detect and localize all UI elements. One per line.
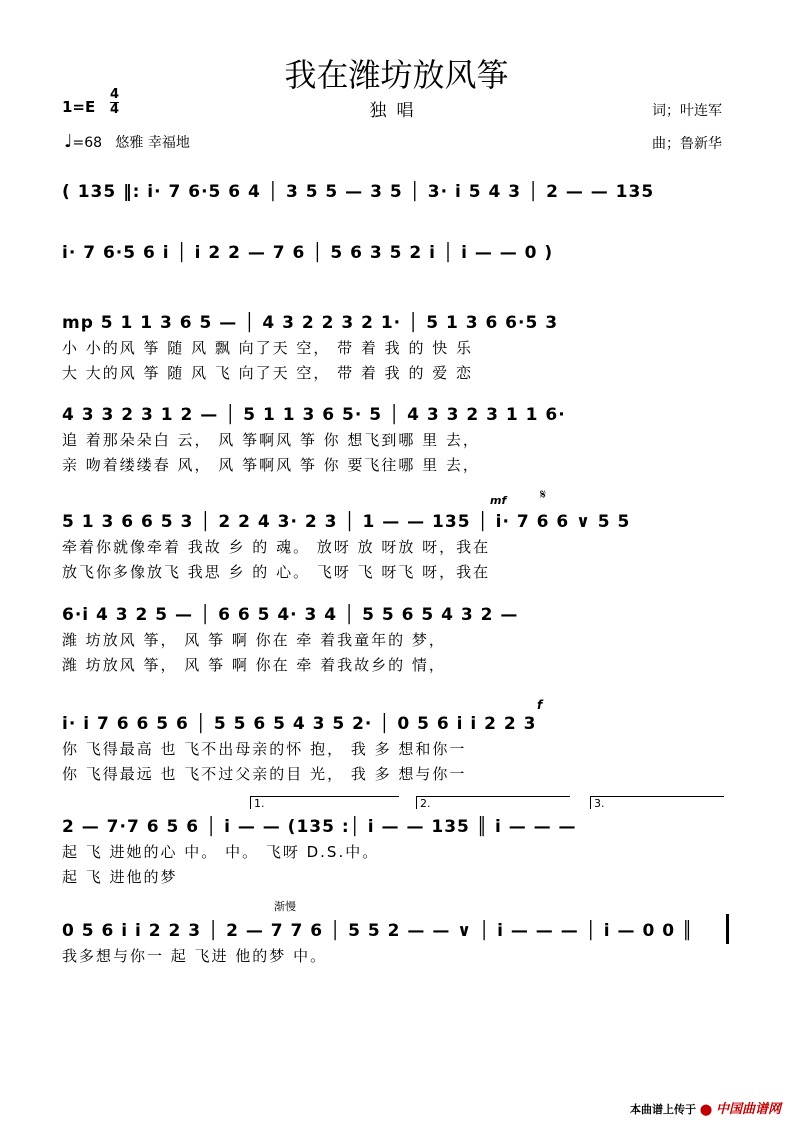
lyrics-verse-2: 起 飞 进他的梦 — [62, 868, 178, 886]
notes-line: mp 5 1 1 3 6 5 — │ 4 3 2 2 3 2 1· │ 5 1 3 6 6·5 3 — [62, 313, 559, 333]
lyrics-verse-2: 放飞你多像放飞 我思 乡 的 心。 飞呀 飞 呀飞 呀，我在 — [62, 563, 491, 581]
volta-3: 3. — [590, 796, 724, 809]
expression-text: 悠雅 幸福地 — [115, 135, 190, 151]
final-barline — [726, 914, 729, 944]
lyrics-verse-2: 潍 坊放风 筝， 风 筝 啊 你在 牵 着我故乡的 情， — [62, 656, 446, 674]
lyrics-verse-1: 我多想与你一 起 飞进 他的梦 中。 — [62, 947, 328, 965]
notes-line: i· 7 6·5 6 i │ i 2 2 — 7 6 │ 5 6 3 5 2 i │ i — — 0 ) — [62, 243, 554, 263]
lyrics-verse-1: 潍 坊放风 筝， 风 筝 啊 你在 牵 着我童年的 梦， — [62, 631, 446, 649]
volta-2: 2. — [416, 796, 570, 809]
notes-line: 4 3 3 2 3 1 2 — │ 5 1 1 3 6 5· 5 │ 4 3 3 2 3 1 1 6· — [62, 405, 566, 425]
score-line-9 — [62, 921, 728, 966]
footer-credit — [630, 1098, 781, 1117]
site-logo-icon: ⬤ — [699, 1103, 713, 1116]
lyrics-verse-2: 亲 吻着缕缕春 风， 风 筝啊风 筝 你 要飞往哪 里 去， — [62, 456, 480, 474]
quarter-note-icon: ♩ — [64, 131, 73, 152]
meter-bottom: 4 — [110, 102, 120, 117]
lyrics-verse-1: 你 飞得最高 也 飞不出母亲的怀 抱， 我 多 想和你一 — [62, 740, 467, 758]
notes-line: i· i 7 6 6 5 6 │ 5 5 6 5 4 3 5 2· │ 0 5 6 i i 2 2 3 — [62, 714, 537, 734]
ritardando-mark: 渐慢 — [274, 900, 296, 913]
dynamic-mezzo-forte: mf — [490, 494, 507, 507]
lyrics-verse-1: 起 飞 进她的心 中。 中。 飞呀 D.S.中。 — [62, 843, 380, 861]
score-line-8 — [62, 817, 728, 887]
score-line-2 — [62, 243, 728, 263]
footer-prefix: 本曲谱上传于 — [629, 1103, 696, 1116]
subtitle: 独唱 — [369, 101, 424, 121]
volta-1: 1. — [250, 796, 399, 809]
score-line-6 — [62, 605, 728, 675]
composer: 曲；鲁新华 — [652, 136, 722, 152]
notes-line: 0 5 6 i i 2 2 3 │ 2 — 7 7 6 │ 5 5 2 — — ∨ │ i — — — │ i — 0 0 ║ — [62, 921, 694, 941]
score-line-3 — [62, 313, 728, 383]
notes-line: 5 1 3 6 6 5 3 │ 2 2 4 3· 2 3 │ 1 — — 135 │ i· 7 6 6 ∨ 5 5 — [62, 512, 631, 532]
score-line-5 — [62, 512, 728, 582]
meter-top: 4 — [110, 87, 120, 102]
tempo-value: =68 — [72, 135, 103, 151]
score-line-4 — [62, 405, 728, 475]
tempo-marking — [64, 131, 190, 152]
notes-line: 2 — 7·7 6 5 6 │ i — — (135 :│ i — — 135 ║ i — — — — [62, 817, 577, 837]
notes-line: 6·i 4 3 2 5 — │ 6 6 5 4· 3 4 │ 5 5 6 5 4 3 2 — — [62, 605, 519, 625]
time-signature — [110, 88, 119, 117]
score-line-7 — [62, 714, 728, 784]
segno-icon: 𝄋 — [540, 487, 547, 503]
notes-line: ( 135 ‖: i· 7 6·5 6 4 │ 3 5 5 — 3 5 │ 3· i 5 4 3 │ 2 — — 135 — [62, 182, 655, 202]
dynamic-forte: f — [537, 698, 543, 712]
key-signature: 1=E — [62, 98, 96, 116]
lyrics-verse-1: 牵着你就像牵着 我故 乡 的 魂。 放呀 放 呀放 呀，我在 — [62, 538, 491, 556]
lyrics-verse-2: 你 飞得最远 也 飞不过父亲的目 光， 我 多 想与你一 — [62, 765, 467, 783]
lyrics-verse-1: 追 着那朵朵白 云， 风 筝啊风 筝 你 想飞到哪 里 去， — [62, 431, 480, 449]
lyrics-verse-2: 大 大的风 筝 随 风 飞 向了天 空， 带 着 我 的 爱 恋 — [62, 364, 473, 382]
lyricist: 词；叶连军 — [652, 103, 722, 119]
lyrics-verse-1: 小 小的风 筝 随 风 飘 向了天 空， 带 着 我 的 快 乐 — [62, 339, 473, 357]
footer-brand: 中国曲谱网 — [715, 1102, 781, 1117]
page-title: 我在潍坊放风筝 — [284, 56, 509, 94]
score-line-1 — [62, 182, 728, 202]
